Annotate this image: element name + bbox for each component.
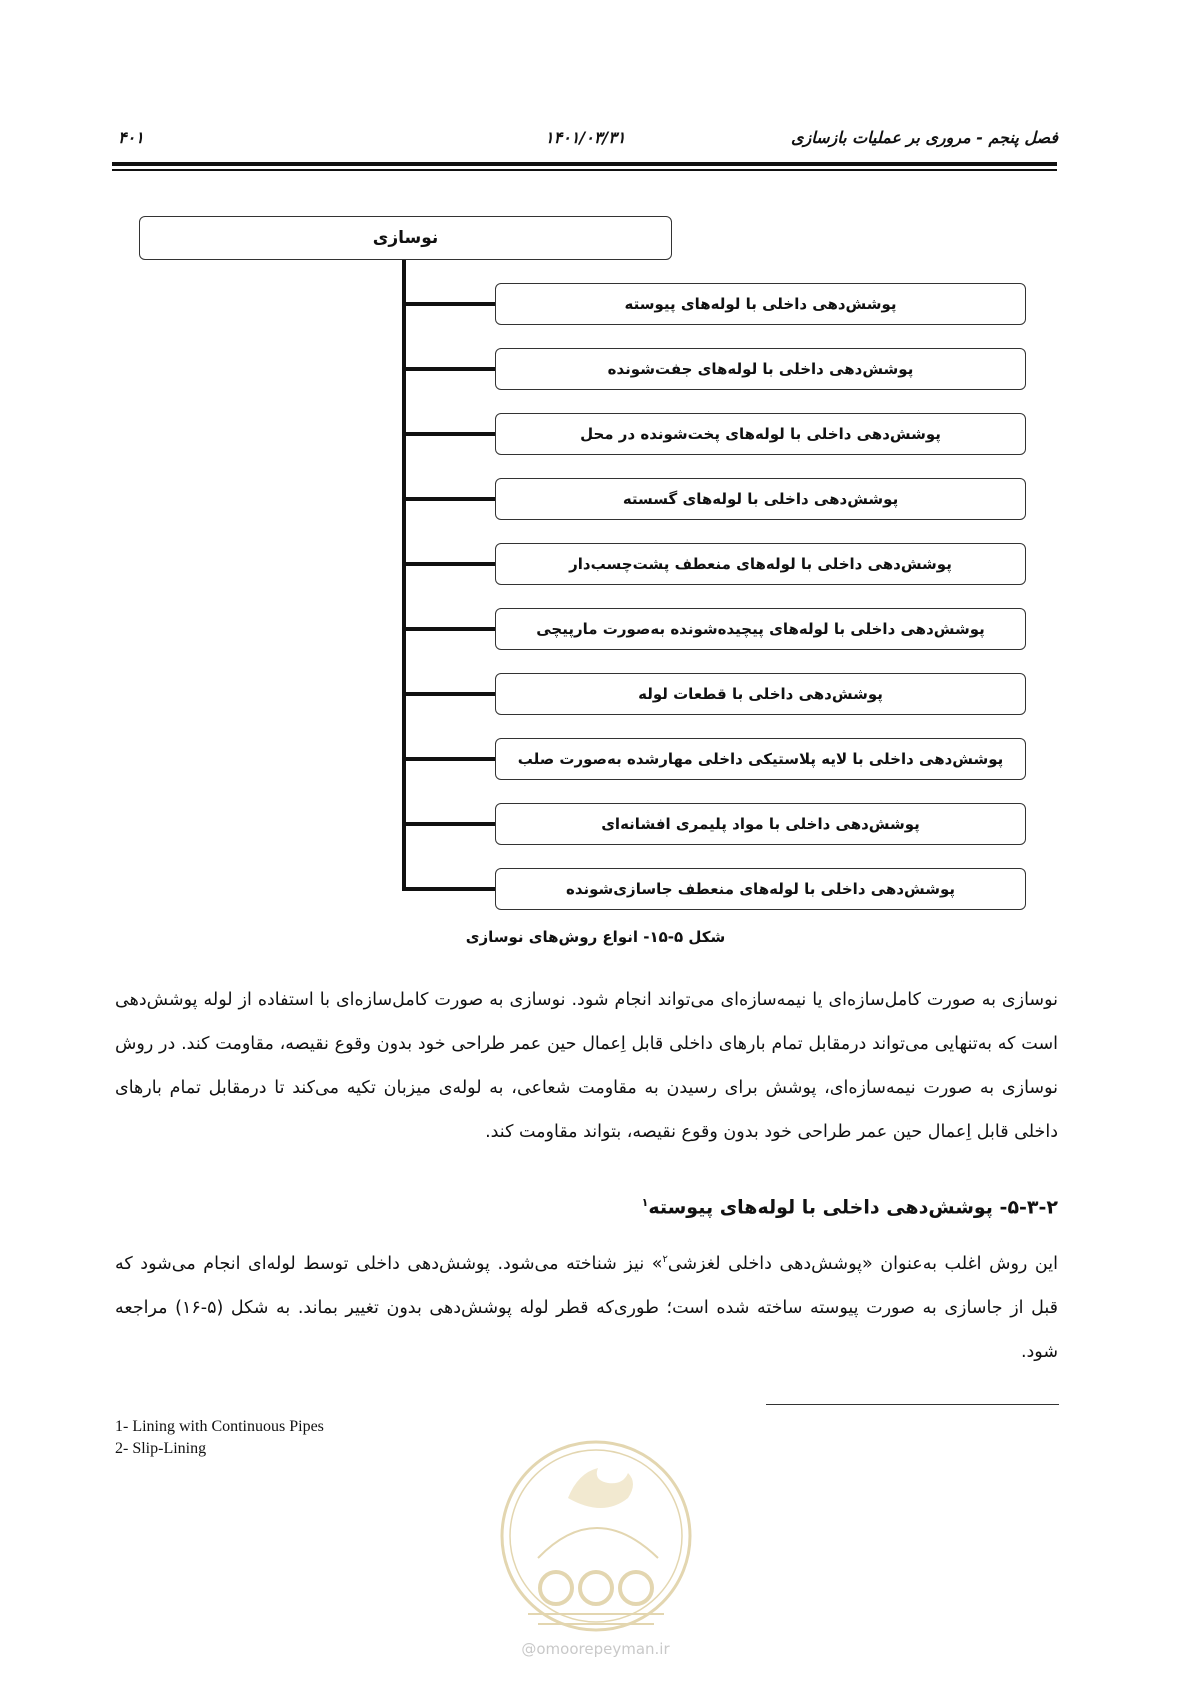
section-heading-text: ۵-۳-۲- پوشش‌دهی داخلی با لوله‌های پیوسته bbox=[648, 1196, 1058, 1219]
branch-line bbox=[402, 822, 495, 826]
footnote-ref-2[interactable]: ۲ bbox=[662, 1254, 668, 1266]
diagram-node-8: پوشش‌دهی داخلی با لایه پلاستیکی داخلی مهارشده به‌صورت صلب bbox=[495, 738, 1026, 780]
watermark-logo-icon bbox=[498, 1438, 694, 1634]
branch-line bbox=[402, 757, 495, 761]
watermark-text: @omoorepeyman.ir bbox=[521, 1640, 670, 1658]
diagram-node-1: پوشش‌دهی داخلی با لوله‌های پیوسته bbox=[495, 283, 1026, 325]
header-date: ۱۴۰۱/۰۳/۳۱ bbox=[545, 128, 626, 147]
diagram-node-7: پوشش‌دهی داخلی با قطعات لوله bbox=[495, 673, 1026, 715]
diagram-node-5: پوشش‌دهی داخلی با لوله‌های منعطف پشت‌چسب‌دار bbox=[495, 543, 1026, 585]
diagram-node-4: پوشش‌دهی داخلی با لوله‌های گسسته bbox=[495, 478, 1026, 520]
branch-line bbox=[402, 627, 495, 631]
paragraph-1-text: نوسازی به صورت کامل‌سازه‌ای یا نیمه‌سازه‌ای می‌تواند انجام شود. نوسازی به صورت کامل‌سازه‌ای با استفاده از لوله پوشش‌دهی است که به‌تنهایی می‌تواند درمقابل تمام بارهای داخلی قابل اِعمال حین عمر طراحی خود بدون وقوع نقیصه، مقاومت کند. در روش نوسازی به صورت نیمه‌سازه‌ای، پوشش برای رسیدن به مقاومت شعاعی، به لوله‌ی میزبان تکیه می‌کند تا درمقابل تمام بارهای داخلی قابل اِعمال حین عمر طراحی خود بدون وقوع نقیصه، بتواند مقاومت کند. bbox=[115, 990, 1058, 1142]
branch-line bbox=[402, 497, 495, 501]
paragraph-2-text-b: » نیز شناخته می‌شود. پوشش‌دهی داخلی توسط لوله‌ای انجام می‌شود که قبل از جاسازی به صورت پیوسته ساخته شده است؛ طوری‌که قطر لوله پوشش‌دهی بدون تغییر بماند. به شکل (۵-۱۶) مراجعه شود. bbox=[115, 1254, 1058, 1362]
body-paragraph-2 bbox=[115, 1242, 1058, 1378]
paragraph-2-text-a: این روش اغلب به‌عنوان «پوشش‌دهی داخلی لغزشی bbox=[667, 1254, 1058, 1274]
diagram-root-node: نوسازی bbox=[139, 216, 672, 260]
diagram-node-3: پوشش‌دهی داخلی با لوله‌های پخت‌شونده در محل bbox=[495, 413, 1026, 455]
branch-line bbox=[402, 432, 495, 436]
section-heading bbox=[642, 1196, 1058, 1218]
body-paragraph-1 bbox=[115, 978, 1058, 1156]
footnote-rule bbox=[766, 1404, 1059, 1405]
footnote-ref-1[interactable]: ۱ bbox=[641, 1196, 649, 1209]
diagram-node-2: پوشش‌دهی داخلی با لوله‌های جفت‌شونده bbox=[495, 348, 1026, 390]
tree-trunk-line bbox=[402, 260, 406, 890]
diagram-node-9: پوشش‌دهی داخلی با مواد پلیمری افشانه‌ای bbox=[495, 803, 1026, 845]
branch-line bbox=[402, 692, 495, 696]
page-number: ۴۰۱ bbox=[118, 128, 144, 147]
footnote-2: 2- Slip-Lining bbox=[115, 1440, 207, 1457]
branch-line bbox=[402, 302, 495, 306]
figure-caption: شکل ۵-۱۵- انواع روش‌های نوسازی bbox=[465, 928, 726, 946]
footnote-1: 1- Lining with Continuous Pipes bbox=[115, 1418, 324, 1435]
diagram-node-6: پوشش‌دهی داخلی با لوله‌های پیچیده‌شونده به‌صورت مارپیچی bbox=[495, 608, 1026, 650]
chapter-title: فصل پنجم - مروری بر عملیات بازسازی bbox=[790, 128, 1058, 147]
branch-line bbox=[402, 562, 495, 566]
branch-line bbox=[402, 367, 495, 371]
branch-line bbox=[402, 887, 495, 891]
diagram-node-10: پوشش‌دهی داخلی با لوله‌های منعطف جاسازی‌شونده bbox=[495, 868, 1026, 910]
